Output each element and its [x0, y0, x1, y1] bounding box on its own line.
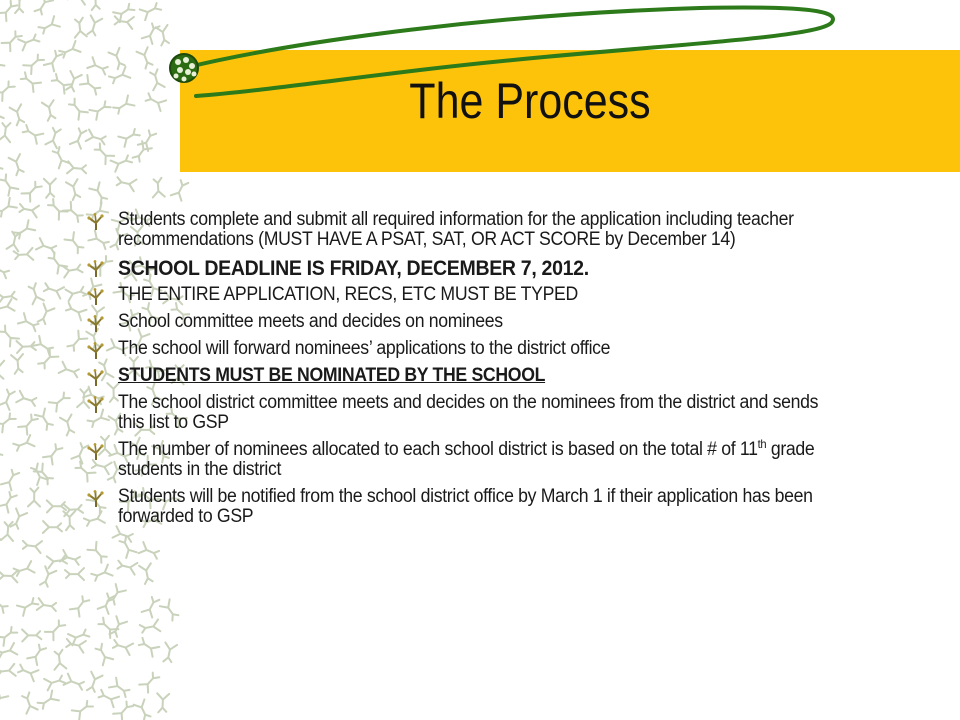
sprig-icon	[1, 521, 15, 541]
sprig-icon	[0, 299, 15, 316]
sprig-icon	[96, 616, 118, 638]
sprig-icon	[139, 619, 160, 634]
sprig-icon	[45, 618, 67, 640]
sprig-bullet-icon	[86, 369, 106, 387]
bullet-text: STUDENTS MUST BE NOMINATED BY THE SCHOOL	[118, 365, 546, 386]
sprig-icon	[47, 554, 67, 569]
sprig-icon	[0, 411, 17, 432]
sprig-icon	[97, 688, 119, 707]
sprig-icon	[0, 690, 8, 712]
sprig-icon	[93, 643, 113, 665]
sprig-bullet-icon	[86, 443, 106, 461]
sprig-icon	[42, 281, 64, 298]
bullet-item	[86, 312, 846, 332]
bullet-item	[86, 339, 846, 359]
sprig-icon	[32, 336, 54, 357]
sprig-bullet-icon	[86, 315, 106, 333]
sprig-icon	[87, 542, 109, 564]
sprig-icon	[11, 354, 25, 374]
sprig-icon	[161, 642, 177, 663]
sprig-icon	[0, 324, 19, 346]
sprig-icon	[13, 561, 35, 578]
sprig-icon	[36, 304, 55, 326]
bullet-text: THE ENTIRE APPLICATION, RECS, ETC MUST BE TYPED	[118, 284, 578, 305]
sprig-icon	[59, 362, 81, 380]
sprig-icon	[16, 663, 38, 681]
sprig-icon	[44, 673, 66, 690]
sprig-icon	[26, 282, 44, 304]
bullet-item	[86, 487, 846, 527]
sprig-icon	[20, 692, 38, 714]
sprig-icon	[134, 699, 153, 720]
sprig-icon	[36, 690, 58, 711]
sprig-icon	[28, 487, 40, 506]
sprig-icon	[37, 598, 58, 613]
sprig-icon	[62, 262, 83, 277]
sprig-icon	[85, 672, 103, 694]
sprig-icon	[0, 593, 10, 614]
sprig-icon	[116, 559, 137, 575]
sprig-icon	[70, 594, 91, 616]
sprig-bullet-icon	[86, 288, 106, 306]
sprig-icon	[113, 699, 135, 720]
sprig-bullet-icon	[86, 342, 106, 360]
sprig-icon	[9, 508, 27, 530]
bullet-text: Students will be notified from the school district office by March 1 if their application has been forwarded to GSP	[118, 486, 813, 527]
sprig-icon	[49, 390, 71, 411]
sprig-icon	[156, 693, 169, 713]
sprig-icon	[22, 539, 42, 553]
sprig-icon	[0, 569, 18, 582]
sprig-icon	[142, 595, 162, 617]
sprig-icon	[63, 202, 85, 224]
sprig-bullet-icon	[86, 213, 106, 231]
sprig-icon	[0, 361, 6, 381]
bullet-text: SCHOOL DEADLINE IS FRIDAY, DECEMBER 7, 2012.	[118, 257, 589, 280]
sprig-icon	[64, 674, 86, 692]
sprig-icon	[137, 636, 159, 657]
sprig-icon	[111, 638, 133, 655]
bullet-list	[86, 210, 846, 534]
sprig-icon	[0, 664, 16, 678]
sprig-icon	[0, 198, 17, 219]
sprig-icon	[68, 627, 90, 645]
bullet-text: Students complete and submit all required information for the application including teacher recommendations (MUST HAVE A PSAT, SAT, OR ACT SCORE by December 14)	[118, 209, 794, 250]
sprig-icon	[18, 313, 40, 333]
sprig-icon	[0, 260, 11, 280]
sprig-icon	[139, 563, 155, 584]
sprig-icon	[65, 285, 86, 302]
bullet-text: The school district committee meets and decides on the nominees from the district and sends this list to GSP	[118, 392, 819, 433]
sprig-icon	[46, 251, 67, 273]
sprig-icon	[66, 331, 88, 353]
bullet-item	[86, 210, 846, 250]
sprig-bullet-icon	[86, 260, 106, 278]
sprig-icon	[63, 511, 76, 530]
sprig-icon	[43, 442, 64, 464]
sprig-icon	[12, 435, 34, 453]
bullet-text: The school will forward nominees’ applications to the district office	[118, 338, 611, 359]
sprig-bullet-icon	[86, 396, 106, 414]
sprig-icon	[13, 220, 35, 241]
page-title: The Process	[409, 73, 651, 129]
sprig-icon	[17, 596, 39, 616]
sprig-icon	[109, 678, 131, 699]
bullet-text	[118, 437, 825, 480]
bullet-item	[86, 393, 846, 433]
sprig-icon	[0, 388, 17, 410]
sprig-icon	[117, 536, 137, 558]
sprig-icon	[27, 643, 48, 665]
sprig-icon	[60, 415, 77, 436]
sprig-icon	[38, 566, 56, 588]
bullet-item	[86, 437, 846, 480]
sprig-icon	[0, 438, 5, 460]
sprig-icon	[65, 568, 84, 580]
bullet-text-part: grade students in the district	[118, 439, 815, 480]
bullet-text-part: The number of nominees allocated to each school district is based on the total # of 11	[118, 439, 758, 460]
bullet-item	[86, 285, 846, 305]
sprig-icon	[139, 671, 161, 693]
sprig-icon	[43, 521, 62, 533]
sprig-bullet-icon	[86, 490, 106, 508]
sprig-icon	[64, 232, 85, 254]
sprig-icon	[0, 290, 17, 305]
sprig-icon	[139, 542, 161, 560]
sprig-icon	[90, 565, 112, 583]
bullet-text: School committee meets and decides on nominees	[118, 311, 503, 332]
globe-icon	[170, 54, 198, 82]
ordinal-superscript: th	[757, 437, 767, 451]
sprig-icon	[46, 198, 68, 220]
sprig-icon	[1, 468, 21, 490]
sprig-icon	[64, 301, 86, 320]
sprig-icon	[18, 202, 39, 217]
bullet-item	[86, 366, 846, 386]
bullet-item	[86, 257, 846, 281]
sprig-icon	[160, 599, 181, 621]
sprig-icon	[22, 629, 41, 641]
sprig-icon	[16, 391, 38, 408]
sprig-icon	[0, 625, 18, 646]
sprig-icon	[72, 699, 94, 720]
sprig-icon	[52, 650, 66, 670]
